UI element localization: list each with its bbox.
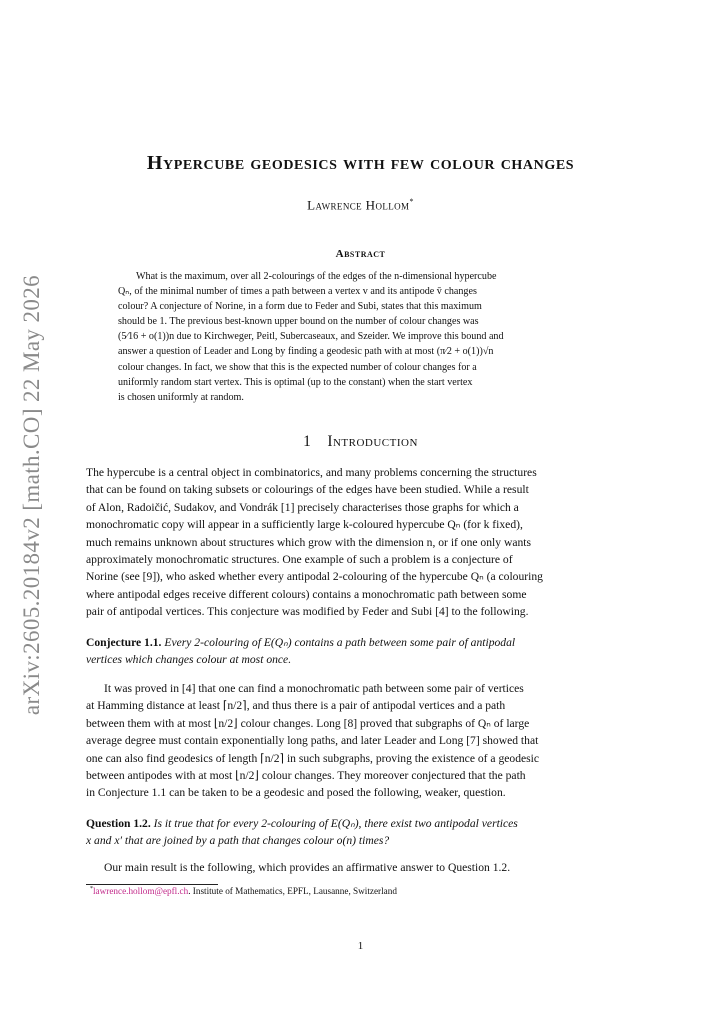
- footnote-affiliation: . Institute of Mathematics, EPFL, Lausanne, Switzerland: [188, 886, 397, 897]
- paragraph-line: It was proved in [4] that one can find a monochromatic path between some pair of vertices: [104, 682, 524, 695]
- abstract-body: [118, 269, 602, 405]
- abstract-line: answer a question of Leader and Long by finding a geodesic path with at most (π⁄2 + o(1))√n: [118, 346, 494, 358]
- conjecture-first-line: [86, 634, 636, 651]
- paragraph-line: Norine (see [9]), who asked whether every antipodal 2-colouring of the hypercube Qₙ (a colouring: [86, 570, 543, 584]
- question-1-2: [86, 815, 636, 850]
- paragraph-line: at Hamming distance at least ⌈n/2⌉, and thus there is a pair of antipodal vertices and a path: [86, 699, 506, 713]
- paragraph-line: in Conjecture 1.1 can be taken to be a geodesic and posed the following, weaker, question.: [86, 786, 506, 800]
- author-line: [0, 197, 721, 213]
- footnote-mark: *: [90, 886, 93, 892]
- page-number: 1: [357, 940, 364, 952]
- paragraph-line: pair of antipodal vertices. This conjecture was modified by Feder and Subi [4] to the following.: [86, 605, 529, 619]
- footnote-rule: [86, 884, 218, 885]
- abstract-line: (5⁄16 + o(1))n due to Kirchweger, Peitl, Subercaseaux, and Szeider. We improve this bound and: [118, 331, 504, 343]
- paragraph-line: average degree must contain exponentially long paths, and later Leader and Long [7] showed that: [86, 734, 539, 748]
- paragraph-line: that can be found on taking subsets or colourings of the edges have been studied. While a result: [86, 483, 529, 497]
- question-text: x and x′ that are joined by a path that changes colour o(n) times?: [86, 834, 390, 848]
- section-title: Introduction: [327, 433, 418, 450]
- paragraph-line: Our main result is the following, which provides an affirmative answer to Question 1.2.: [104, 861, 511, 874]
- abstract-line: What is the maximum, over all 2-colourings of the edges of the n-dimensional hypercube: [136, 271, 497, 282]
- arxiv-identifier-stamp: [10, 274, 54, 716]
- abstract-heading: Abstract: [335, 248, 386, 260]
- author-footnote-mark: *: [409, 197, 414, 206]
- conjecture-text: vertices which changes colour at most once.: [86, 653, 292, 667]
- paragraph-line: much remains unknown about structures which grow with the dimension n, or if one only wants: [86, 535, 531, 549]
- paragraph-line: monochromatic copy will appear in a sufficiently large k-coloured hypercube Qₙ (for k fixed),: [86, 518, 523, 532]
- author-email-link[interactable]: lawrence.hollom@epfl.ch: [93, 886, 189, 897]
- question-label: Question 1.2.: [86, 817, 151, 830]
- abstract-line: colour? A conjecture of Norine, in a form due to Feder and Subi, states that this maximum: [118, 301, 482, 313]
- abstract-line: Qₙ, of the minimal number of times a path between a vertex v and its antipode v̄ changes: [118, 286, 477, 298]
- paragraph-line: approximately monochromatic structures. One example of such a problem is a conjecture of: [86, 553, 513, 567]
- introduction-paragraph-1: [86, 464, 636, 621]
- conjecture-label: Conjecture 1.1.: [86, 636, 162, 649]
- section-number: 1: [303, 433, 312, 450]
- abstract-line: is chosen uniformly at random.: [118, 391, 244, 403]
- paragraph-line: one can also find geodesics of length ⌈n/2⌉ in such subgraphs, proving the existence of a geodesic: [86, 751, 540, 765]
- paragraph-line: between antipodes with at most ⌊n/2⌋ colour changes. They moreover conjectured that the path: [86, 769, 526, 783]
- abstract-line: should be 1. The previous best-known upper bound on the number of colour changes was: [118, 316, 479, 328]
- conjecture-text: Every 2-colouring of E(Qₙ) contains a path between some pair of antipodal: [164, 636, 516, 649]
- section-heading-introduction: [0, 433, 721, 451]
- question-first-line: [86, 815, 636, 832]
- paragraph-line: The hypercube is a central object in combinatorics, and many problems concerning the structures: [86, 466, 537, 479]
- conjecture-1-1: [86, 634, 636, 669]
- introduction-paragraph-3: [86, 859, 636, 876]
- author-name: Lawrence Hollom: [307, 197, 410, 213]
- question-text: Is it true that for every 2-colouring of E(Qₙ), there exist two antipodal vertices: [153, 817, 518, 830]
- arxiv-identifier-text: arXiv:2605.20184v2 [math.CO] 22 May 2026: [19, 274, 44, 716]
- introduction-paragraph-2: [86, 680, 636, 802]
- paragraph-line: between them with at most ⌊n/2⌋ colour changes. Long [8] proved that subgraphs of Qₙ of large: [86, 716, 530, 730]
- abstract-line: colour changes. In fact, we show that this is the expected number of colour changes for a: [118, 361, 477, 373]
- paper-title: Hypercube geodesics with few colour changes: [146, 152, 575, 174]
- paragraph-line: of Alon, Radoičić, Sudakov, and Vondrák [1] precisely characterises those graphs for which a: [86, 500, 519, 514]
- abstract-line: uniformly random start vertex. This is optimal (up to the constant) when the start vertex: [118, 376, 473, 388]
- footnote: [90, 886, 397, 896]
- paragraph-line: where antipodal edges receive different colours) contains a monochromatic path between some: [86, 587, 527, 601]
